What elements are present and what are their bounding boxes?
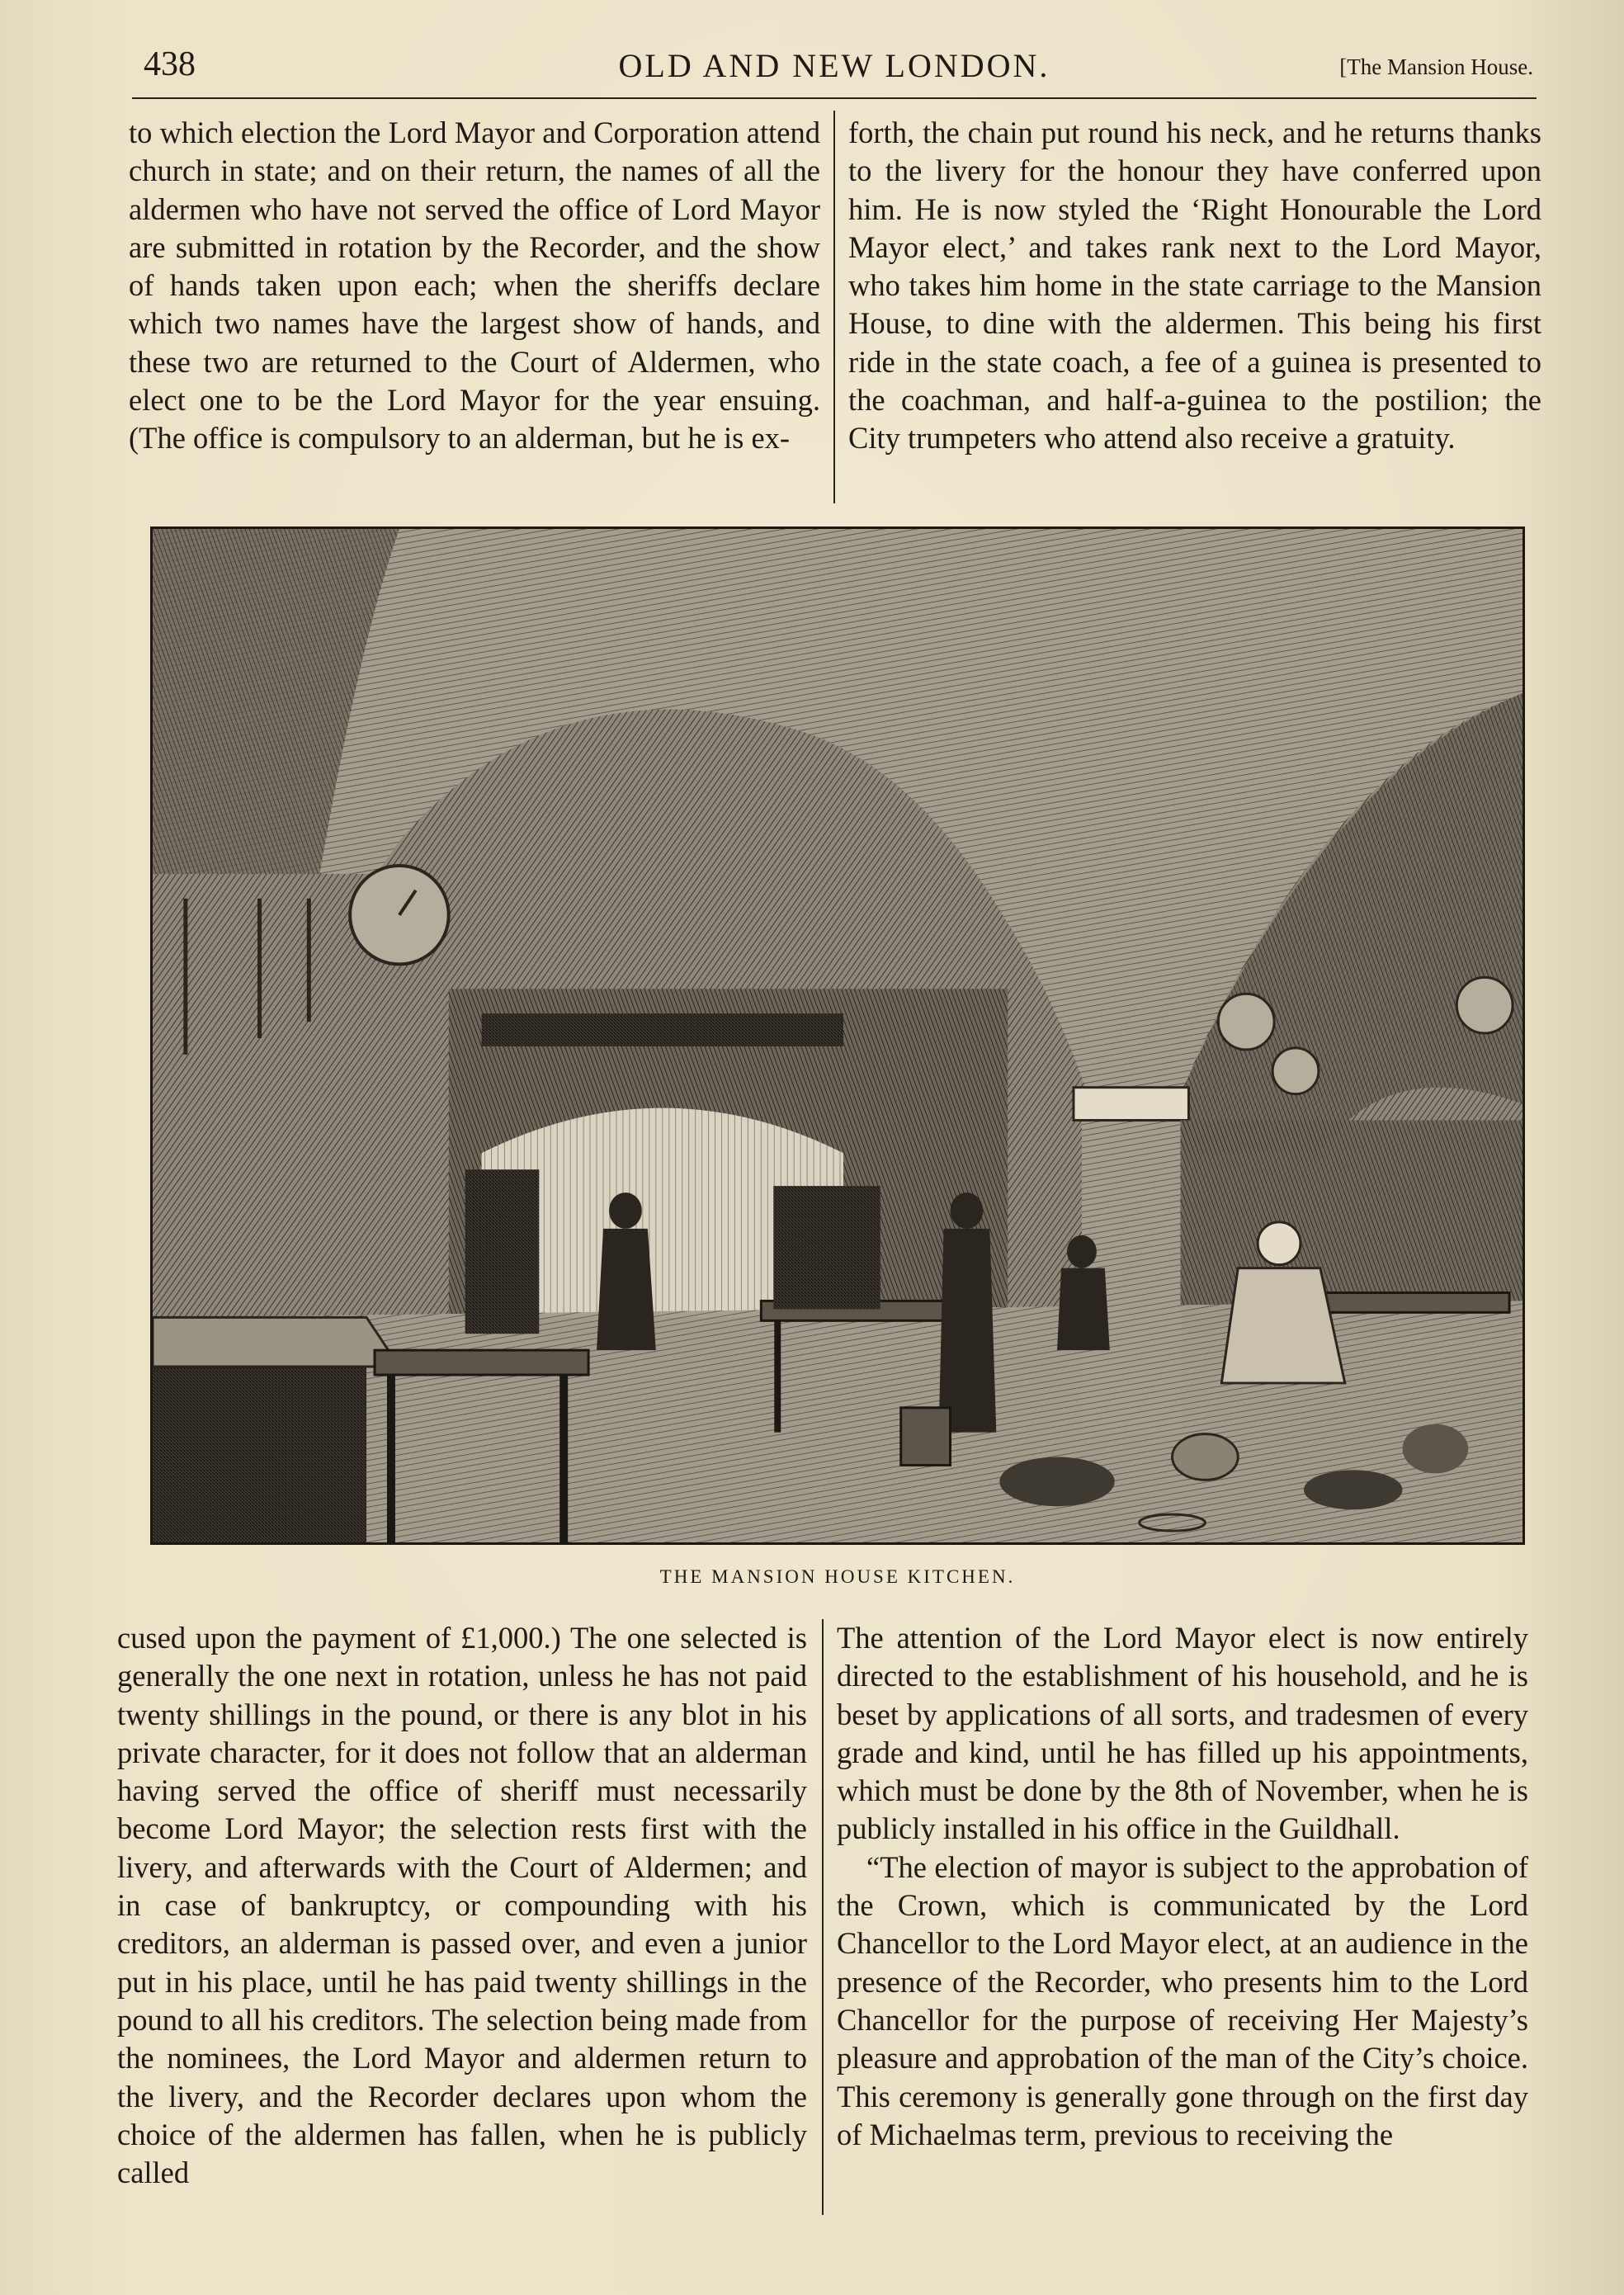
paragraph: The attention of the Lord Mayor elect is now entirely directed to the establishment of his household, and he is beset by applications of all sorts, and tradesmen of every grade and kind, until he has filled up his appointments, which must be done by the 8th of November, when he is publicly installed in his office in the Guildhall. bbox=[837, 1621, 1528, 1846]
paragraph: forth, the chain put round his neck, and he returns thanks to the livery for the honour they have conferred upon him. He is now styled the ‘Right Honourable the Lord Mayor elect,’ and takes rank next to the Lord Mayor, who takes him home in the state carriage to the Mansion House, to dine with the aldermen. This being his first ride in the state coach, a fee of a guinea is presented to the coachman, and half-a-guinea to the postilion; the City trumpeters who attend also receive a gratuity. bbox=[848, 116, 1541, 456]
figure-caption: THE MANSION HOUSE KITCHEN. bbox=[659, 1566, 1016, 1587]
column-top-right bbox=[848, 114, 1541, 458]
page-number: 438 bbox=[144, 45, 196, 83]
running-header bbox=[132, 40, 1537, 99]
column-divider-top bbox=[833, 111, 835, 503]
column-divider-bottom bbox=[822, 1619, 824, 2215]
column-bottom-left bbox=[117, 1619, 807, 2192]
paragraph: “The election of mayor is subject to the approbation of the Crown, which is communicated by the Lord Chancellor to the Lord Mayor elect, at an audience in the presence of the Recorder, who presents him to the Lord Chancellor for the purpose of receiving Her Majesty’s pleasure and approbation of the man of the City’s choice. This ceremony is generally gone through on the first day of Michaelmas term, previous to receiving the bbox=[837, 1849, 1528, 2151]
column-top-left bbox=[129, 114, 820, 458]
column-bottom-right bbox=[837, 1619, 1528, 2154]
paragraph: to which election the Lord Mayor and Corporation attend church in state; and on their return, the names of all the aldermen who have not served the office of Lord Mayor are submitted in rotation by the Recorder, and the show of hands taken upon each; when the sheriffs declare which two names have the largest show of hands, and these two are returned to the Court of Aldermen, who elect one to be the Lord Mayor for the year ensuing. (The office is compulsory to an alderman, but he is ex- bbox=[129, 116, 820, 456]
kitchen-engraving bbox=[150, 527, 1525, 1545]
engraving-kitchen-illustration-icon bbox=[153, 529, 1522, 1542]
section-title: [The Mansion House. bbox=[1339, 54, 1533, 79]
paragraph: cused upon the payment of £1,000.) The one selected is generally the one next in rotation, unless he has not paid twenty shillings in the pound, or there is any blot in his private character, for it does not follow that an alderman having served the office of sheriff must necessarily become Lord Mayor; the selection rests first with the livery, and afterwards with the Court of Aldermen; and in case of bankruptcy, or compounding with his creditors, an alderman is passed over, and even a junior put in his place, until he has paid twenty shillings in the pound to all his creditors. The selection being made from the nominees, the Lord Mayor and aldermen return to the livery, and the Recorder declares upon whom the choice of the aldermen has fallen, when he is publicly called bbox=[117, 1621, 807, 2190]
book-title: OLD AND NEW LONDON. bbox=[618, 47, 1050, 84]
